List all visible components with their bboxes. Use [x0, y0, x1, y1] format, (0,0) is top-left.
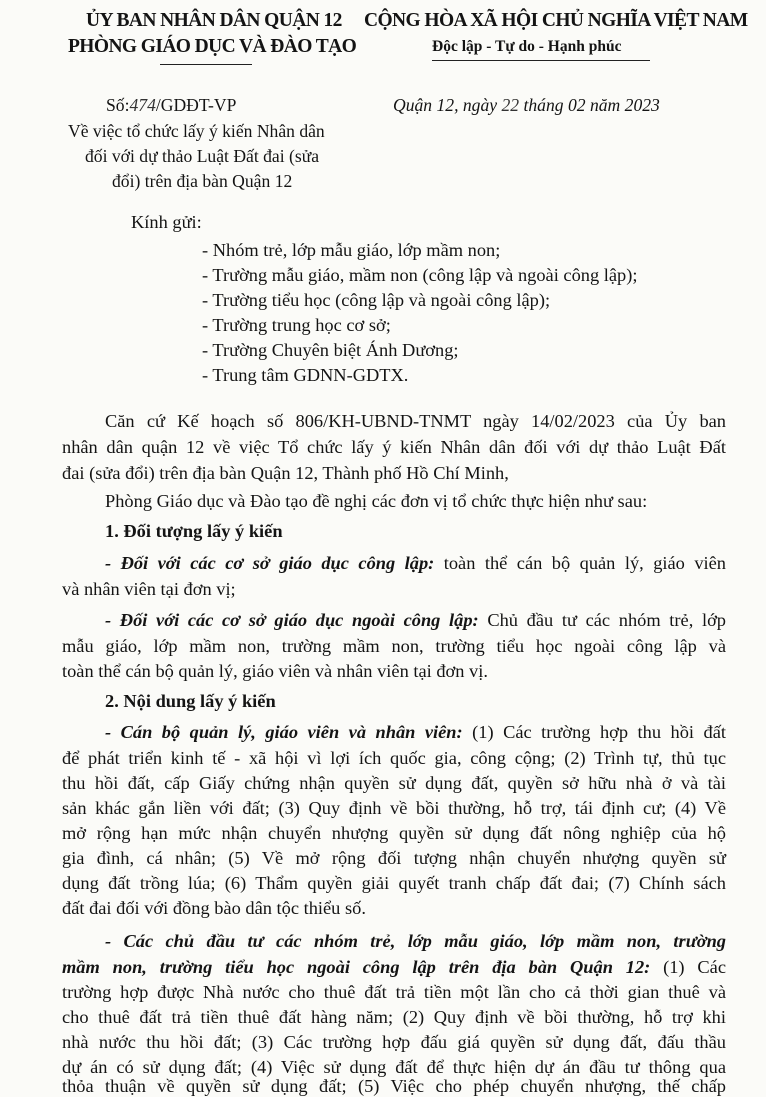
recipient-item: - Trường Chuyên biệt Ánh Dương; — [202, 340, 459, 360]
s2-p2-line: nhà nước thu hồi đất; (3) Các trường hợp đấu giá quyền sử dụng đất, đấu thầu — [62, 1032, 726, 1052]
s2-p1-line: để phát triển kinh tế - xã hội vì lợi ích quốc gia, công cộng; (2) Trình tự, thủ tục — [62, 748, 726, 768]
s2-p2-line: thỏa thuận về quyền sử dụng đất; (5) Việc cho phép chuyển nhượng, thế chấp — [62, 1076, 726, 1096]
s2-p1-line: sản khác gắn liền với đất; (3) Quy định về bồi thường, hỗ trợ, tái định cư; (4) Về — [62, 798, 726, 818]
s1-p1-line-1: - Đối với các cơ sở giáo dục công lập: toàn thể cán bộ quản lý, giáo viên — [105, 553, 726, 573]
s1-p2-line-2: mẫu giáo, lớp mầm non, trường mầm non, trường tiểu học ngoài công lập và — [62, 636, 726, 656]
recipients-label: Kính gửi: — [131, 212, 202, 232]
s1-p2-line-3: toàn thể cán bộ quản lý, giáo viên và nhân viên tại đơn vị. — [62, 661, 488, 681]
intro-line-3: đai (sửa đổi) trên địa bàn Quận 12, Thành phố Hồ Chí Minh, — [62, 463, 509, 483]
proposal-line: Phòng Giáo dục và Đào tạo đề nghị các đơn vị tổ chức thực hiện như sau: — [105, 491, 648, 511]
org-line-2: PHÒNG GIÁO DỤC VÀ ĐÀO TẠO — [68, 36, 357, 57]
org-underline — [160, 64, 252, 65]
s2-p1-line: mở rộng hạn mức nhận chuyển nhượng quyền sử dụng đất nông nghiệp của hộ — [62, 823, 726, 843]
subject-line-1: Về việc tổ chức lấy ý kiến Nhân dân — [68, 121, 325, 141]
subject-line-3: đổi) trên địa bàn Quận 12 — [112, 171, 293, 191]
s2-p1-line-1: - Cán bộ quản lý, giáo viên và nhân viên: (1) Các trường hợp thu hồi đất — [105, 722, 726, 742]
org-line-1: ỦY BAN NHÂN DÂN QUẬN 12 — [86, 10, 342, 31]
recipient-item: - Trung tâm GDNN-GDTX. — [202, 365, 409, 385]
recipient-item: - Trường mẫu giáo, mầm non (công lập và ngoài công lập); — [202, 265, 638, 285]
s2-p2-line: dự án có sử dụng đất; (4) Việc sử dụng đất để thực hiện dự án đầu tư thông qua — [62, 1057, 726, 1077]
s2-p2-lead-line-1: - Các chủ đầu tư các nhóm trẻ, lớp mẫu giáo, lớp mầm non, trường — [105, 931, 726, 951]
s2-p2-line: trường hợp được Nhà nước cho thuê đất trả tiền một lần cho cả thời gian thuê và — [62, 982, 726, 1002]
intro-line-2: nhân dân quận 12 về việc Tổ chức lấy ý kiến Nhân dân đối với dự thảo Luật Đất — [62, 437, 726, 457]
doc-number-handwritten: 474 — [129, 95, 156, 115]
s2-p1-line: thu hồi đất, cấp Giấy chứng nhận quyền sử dụng đất, quyền sở hữu nhà ở và tài — [62, 773, 726, 793]
nation-line-2: Độc lập - Tự do - Hạnh phúc — [432, 38, 622, 55]
intro-line-1: Căn cứ Kế hoạch số 806/KH-UBND-TNMT ngày 14/02/2023 của Ủy ban — [105, 411, 726, 431]
s2-p2-lead-line-2: mầm non, trường tiểu học ngoài công lập trên địa bàn Quận 12: (1) Các — [62, 957, 726, 977]
s1-p2-line-1: - Đối với các cơ sở giáo dục ngoài công lập: Chủ đầu tư các nhóm trẻ, lớp — [105, 610, 726, 630]
recipient-item: - Trường trung học cơ sở; — [202, 315, 391, 335]
nation-line-1: CỘNG HÒA XÃ HỘI CHỦ NGHĨA VIỆT NAM — [364, 10, 748, 31]
section-1-title: 1. Đối tượng lấy ý kiến — [105, 521, 283, 541]
date-handwritten: 22 — [501, 95, 520, 115]
s2-p1-line: dụng đất trồng lúa; (6) Thẩm quyền giải quyết tranh chấp đất đai; (7) Chính sách — [62, 873, 726, 893]
date-line: Quận 12, ngày 22 tháng 02 năm 2023 — [393, 95, 660, 115]
doc-number: Số:474/GDĐT-VP — [106, 95, 237, 115]
subject-line-2: đối với dự thảo Luật Đất đai (sửa — [85, 146, 320, 166]
s2-p1-line: đất đai đối với đồng bào dân tộc thiểu số. — [62, 898, 366, 918]
s1-p1-line-2: và nhân viên tại đơn vị; — [62, 579, 236, 599]
s2-p2-line: cho thuê đất trả tiền thuê đất hàng năm; (2) Quy định về bồi thường, hỗ trợ khi — [62, 1007, 726, 1027]
recipient-item: - Trường tiểu học (công lập và ngoài công lập); — [202, 290, 551, 310]
motto-underline — [432, 60, 650, 61]
recipient-item: - Nhóm trẻ, lớp mẫu giáo, lớp mầm non; — [202, 240, 501, 260]
s2-p1-line: gia đình, cá nhân; (5) Về mở rộng đối tượng nhận chuyển nhượng quyền sử — [62, 848, 726, 868]
section-2-title: 2. Nội dung lấy ý kiến — [105, 691, 276, 711]
